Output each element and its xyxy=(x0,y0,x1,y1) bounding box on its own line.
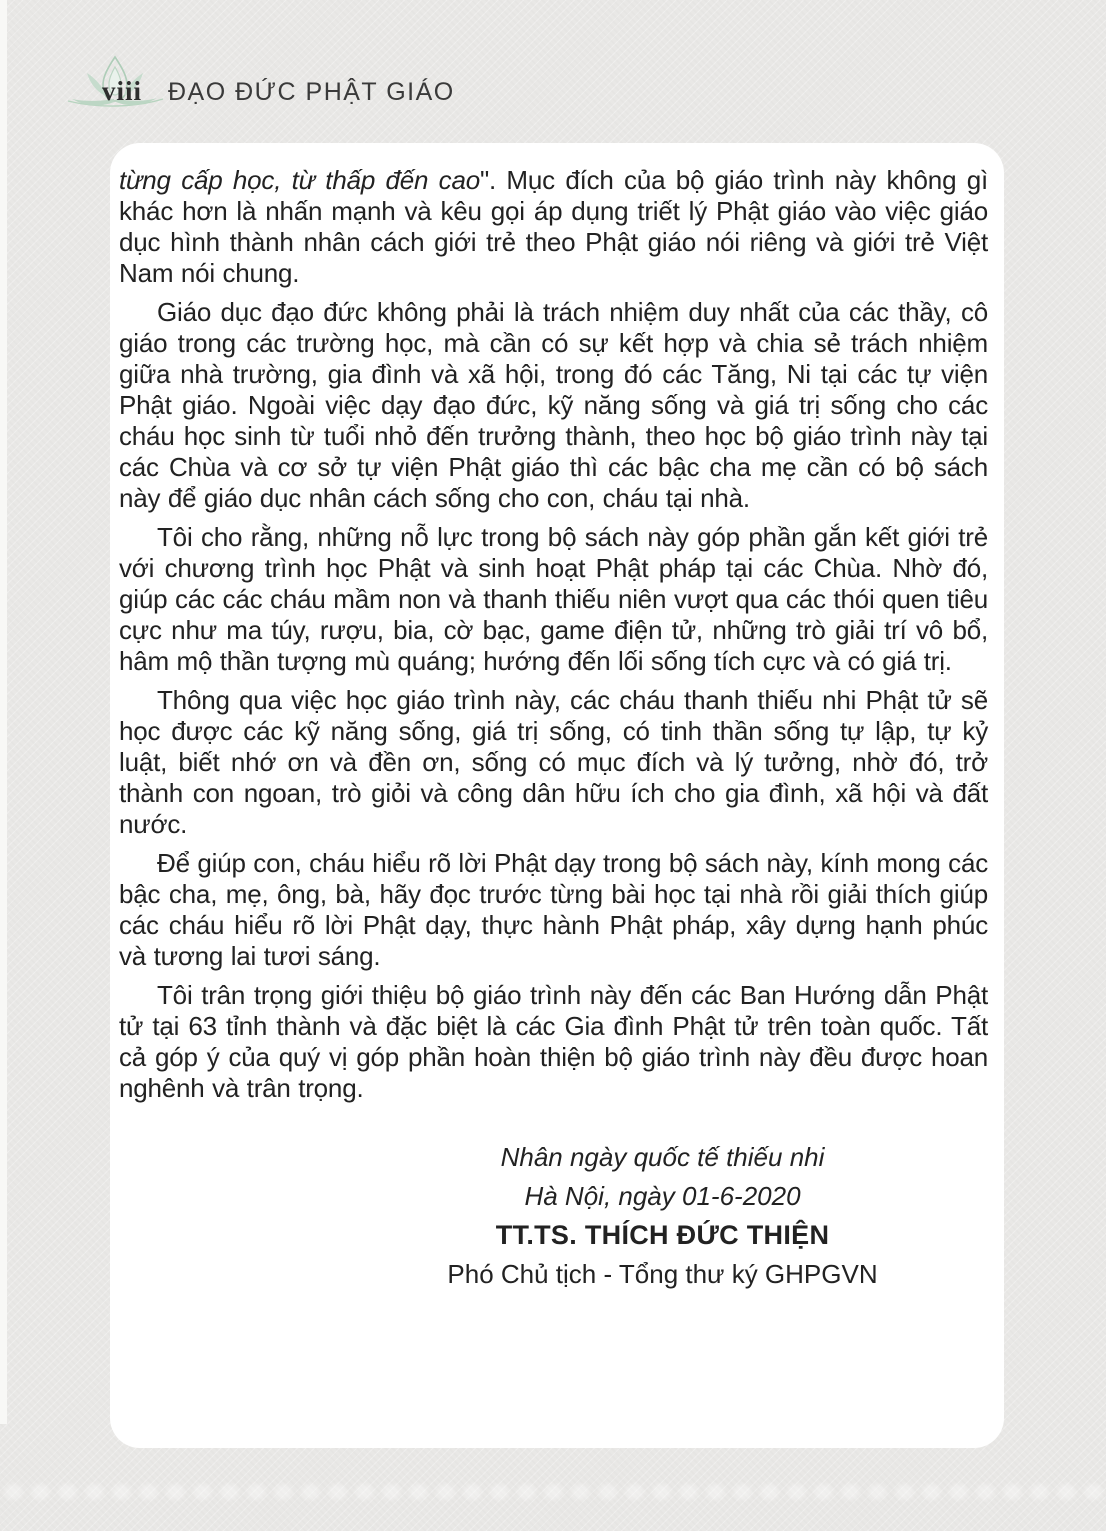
signature-name: TT.TS. THÍCH ĐỨC THIỆN xyxy=(495,1220,830,1250)
paragraph-continuation xyxy=(119,165,988,289)
lotus-icon xyxy=(66,54,166,114)
signature-occasion: Nhân ngày quốc tế thiếu nhi xyxy=(500,1142,825,1172)
bottom-texture-pattern xyxy=(0,1480,1106,1512)
page-header xyxy=(0,0,1106,143)
page-number: viii xyxy=(102,76,143,106)
running-title: ĐẠO ĐỨC PHẬT GIÁO xyxy=(168,78,455,106)
signature-place-date: Hà Nội, ngày 01-6-2020 xyxy=(524,1181,801,1211)
signature-block xyxy=(119,1138,988,1294)
quoted-phrase-italic: từng cấp học, từ thấp đến cao xyxy=(119,165,480,195)
content-panel xyxy=(110,143,1004,1448)
paragraph: Để giúp con, cháu hiểu rõ lời Phật dạy trong bộ sách này, kính mong các bậc cha, mẹ, ông, bà, hãy đọc trước từng bài học tại nhà rồi giải thích giúp các cháu hiểu rõ lời Phật dạy, thực hành Phật pháp, xây dựng hạnh phúc và tương lai tươi sáng. xyxy=(119,848,988,971)
paragraph: Tôi trân trọng giới thiệu bộ giáo trình này đến các Ban Hướng dẫn Phật tử tại 63 tỉnh thành và đặc biệt là các Gia đình Phật tử trên toàn quốc. Tất cả góp ý của quý vị góp phần hoàn thiện bộ giáo trình này đều được hoan nghênh và trân trọng. xyxy=(119,980,988,1103)
paragraph: Giáo dục đạo đức không phải là trách nhiệm duy nhất của các thầy, cô giáo trong các trường học, mà cần có sự kết hợp và chia sẻ trách nhiệm giữa nhà trường, gia đình và xã hội, trong đó các Tăng, Ni tại các tự viện Phật giáo. Ngoài việc dạy đạo đức, kỹ năng sống và giá trị sống cho các cháu học sinh từ tuổi nhỏ đến trưởng thành, theo học bộ giáo trình này tại các Chùa và cơ sở tự viện Phật giáo thì các bậc cha mẹ cần có bộ sách này để giáo dục nhân cách sống cho con, cháu tại nhà. xyxy=(119,297,988,513)
paragraph: Tôi cho rằng, những nỗ lực trong bộ sách này góp phần gắn kết giới trẻ với chương trình học Phật và sinh hoạt Phật pháp tại các Chùa. Nhờ đó, giúp các các cháu mầm non và thanh thiếu niên vượt qua các thói quen tiêu cực như ma túy, rượu, bia, cờ bạc, game điện tử, những trò giải trí vô bổ, hâm mộ thần tượng mù quáng; hướng đến lối sống tích cực và có giá trị. xyxy=(119,522,988,676)
paragraph: Thông qua việc học giáo trình này, các cháu thanh thiếu nhi Phật tử sẽ học được các kỹ năng sống, giá trị sống, có tinh thần sống tự lập, tự kỷ luật, biết nhớ ơn và đền ơn, sống có mục đích và lý tưởng, nhờ đó, trở thành con ngoan, trò giỏi và công dân hữu ích cho gia đình, xã hội và đất nước. xyxy=(119,685,988,839)
signature-role: Phó Chủ tịch - Tổng thư ký GHPGVN xyxy=(447,1259,878,1289)
page-edge-strip xyxy=(0,0,7,1424)
paragraph-text: ". Mục đích của bộ giáo trình này không gì khác hơn là nhấn mạnh và kêu gọi áp dụng triết lý Phật giáo vào việc giáo dục hình thành nhân cách giới trẻ theo Phật giáo nói riêng và giới trẻ Việt Nam nói chung. xyxy=(119,165,988,288)
